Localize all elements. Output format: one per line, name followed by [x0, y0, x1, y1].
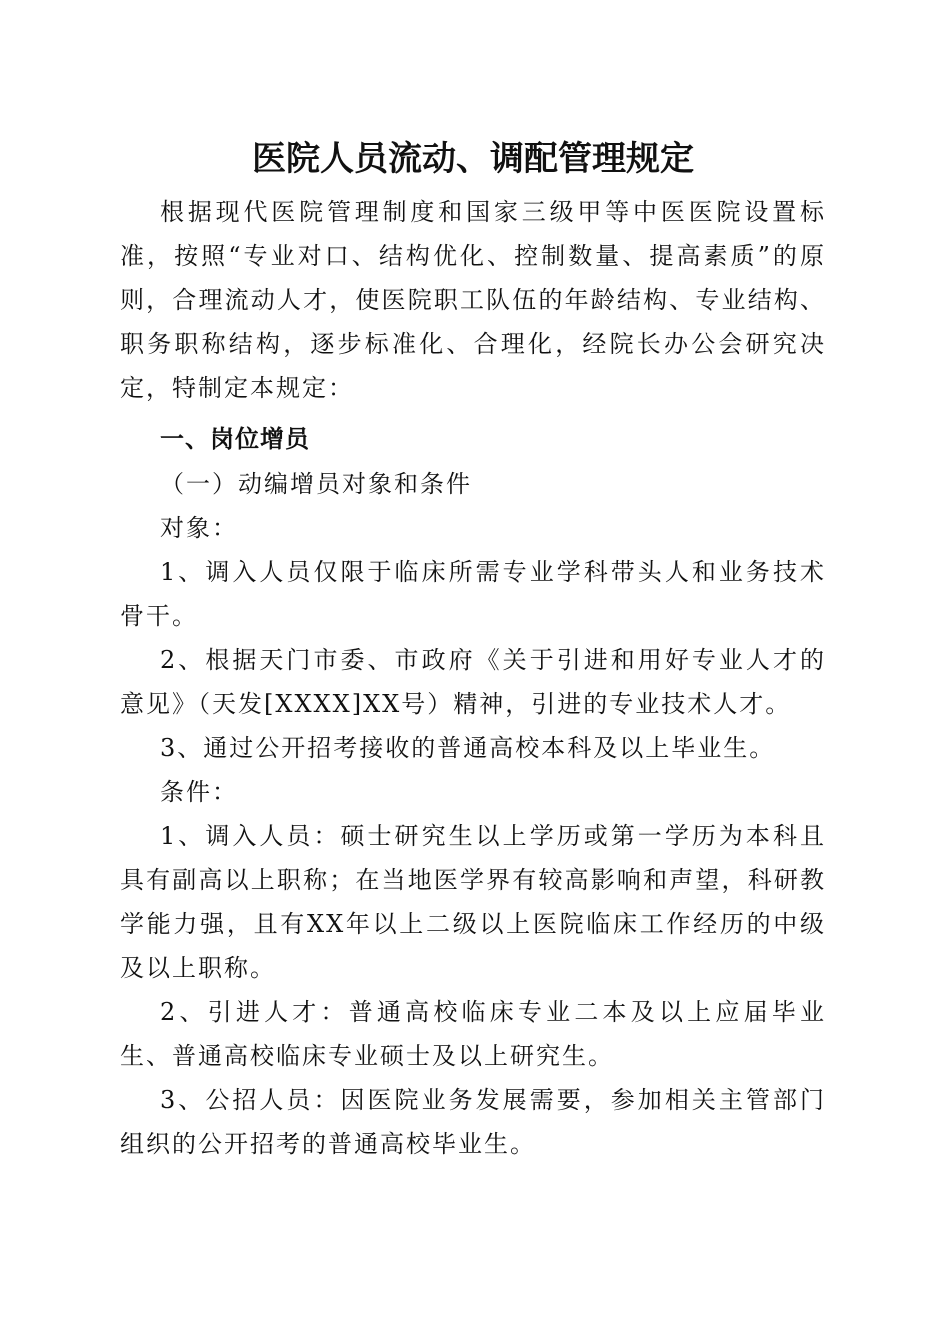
section-heading-staff-increase: 一、岗位增员	[160, 425, 310, 453]
objects-label: 对象：	[160, 514, 238, 542]
object-item-3: 3、通过公开招考接收的普通高校本科及以上毕业生。	[160, 734, 776, 762]
document-title: 医院人员流动、调配管理规定	[252, 139, 694, 179]
condition-item-3: 3、公招人员：因医院业务发展需要，参加相关主管部门组织的公开招考的普通高校毕业生。	[120, 1086, 826, 1158]
subsection-heading-objects-conditions: （一）动编增员对象和条件	[160, 470, 472, 498]
object-item-2: 2、根据天门市委、市政府《关于引进和用好专业人才的意见》（天发[XXXX]XX号）精神，引进的专业技术人才。	[120, 646, 826, 718]
condition-item-2: 2、引进人才：普通高校临床专业二本及以上应届毕业生、普通高校临床专业硕士及以上研究生。	[120, 998, 826, 1070]
document-page	[120, 128, 826, 1166]
condition-item-1: 1、调入人员：硕士研究生以上学历或第一学历为本科且具有副高以上职称；在当地医学界有较高影响和声望，科研教学能力强，且有XX年以上二级以上医院临床工作经历的中级及以上职称。	[120, 822, 826, 982]
object-item-1: 1、调入人员仅限于临床所需专业学科带头人和业务技术骨干。	[120, 558, 826, 630]
intro-paragraph: 根据现代医院管理制度和国家三级甲等中医医院设置标准，按照“专业对口、结构优化、控制数量、提高素质”的原则，合理流动人才，使医院职工队伍的年龄结构、专业结构、职务职称结构，逐步标准化、合理化，经院长办公会研究决定，特制定本规定：	[120, 198, 826, 402]
conditions-label: 条件：	[160, 778, 238, 806]
